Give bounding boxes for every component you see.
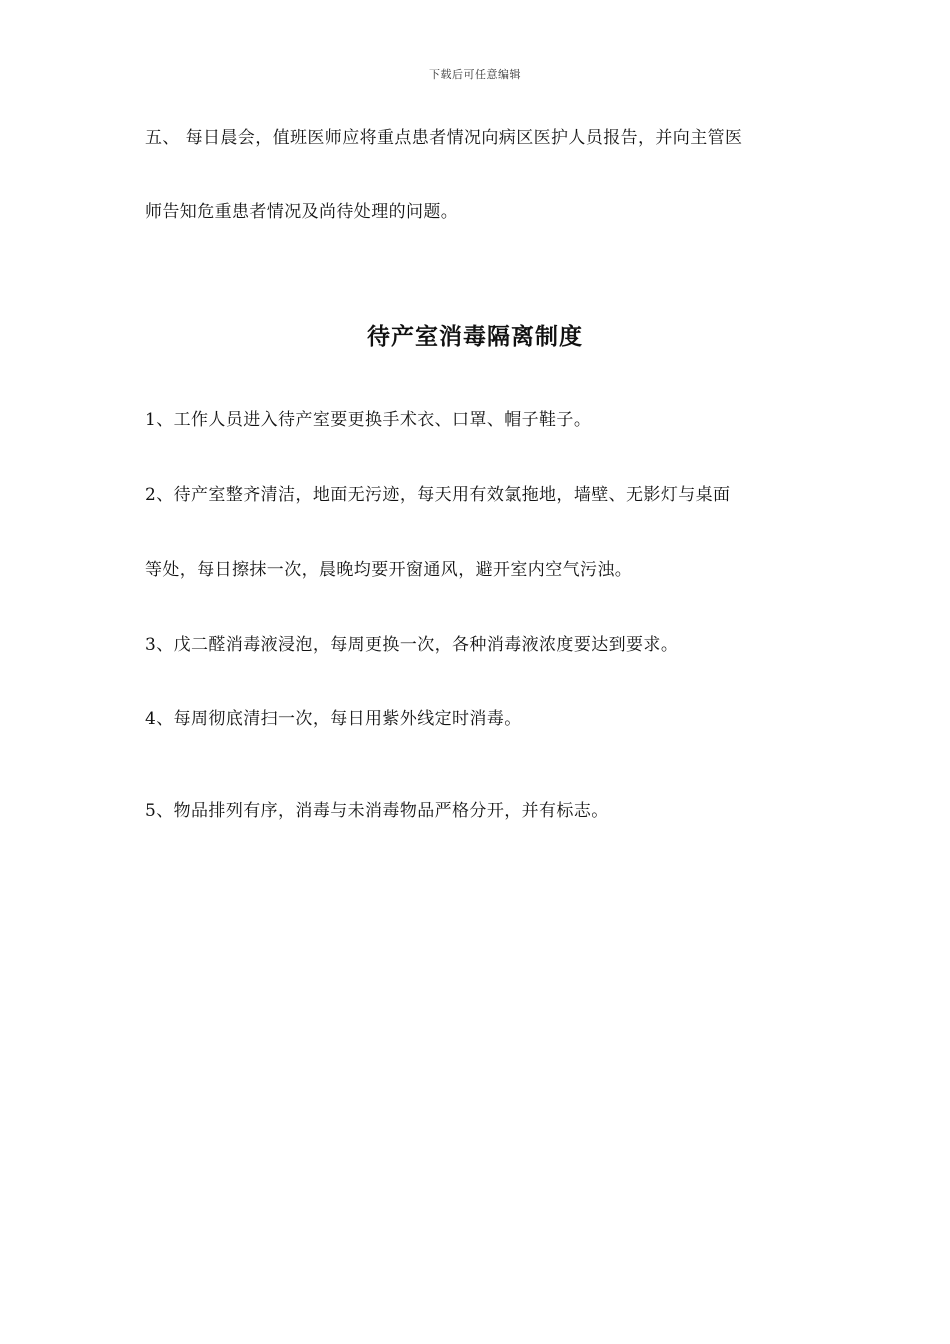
- rule-item-1: 1、工作人员进入待产室要更换手术衣、口罩、帽子鞋子。: [145, 410, 592, 430]
- rule-item-2-continued: 等处，每日擦抹一次，晨晚均要开窗通风，避开室内空气污浊。: [145, 560, 633, 580]
- rule-item-4: 4、每周彻底清扫一次，每日用紫外线定时消毒。: [145, 709, 522, 729]
- section-title: 待产室消毒隔离制度: [367, 324, 583, 350]
- rule-item-3: 3、戊二醛消毒液浸泡，每周更换一次，各种消毒液浓度要达到要求。: [145, 635, 679, 655]
- intro-line-2: 师告知危重患者情况及尚待处理的问题。: [145, 202, 459, 222]
- rule-item-5: 5、物品排列有序，消毒与未消毒物品严格分开，并有标志。: [145, 801, 609, 821]
- rule-item-2: 2、待产室整齐清洁，地面无污迹，每天用有效氯拖地，墙壁、无影灯与桌面: [145, 485, 731, 505]
- header-note: 下载后可任意编辑: [429, 68, 521, 81]
- intro-line-1: 五、 每日晨会，值班医师应将重点患者情况向病区医护人员报告，并向主管医: [145, 128, 743, 148]
